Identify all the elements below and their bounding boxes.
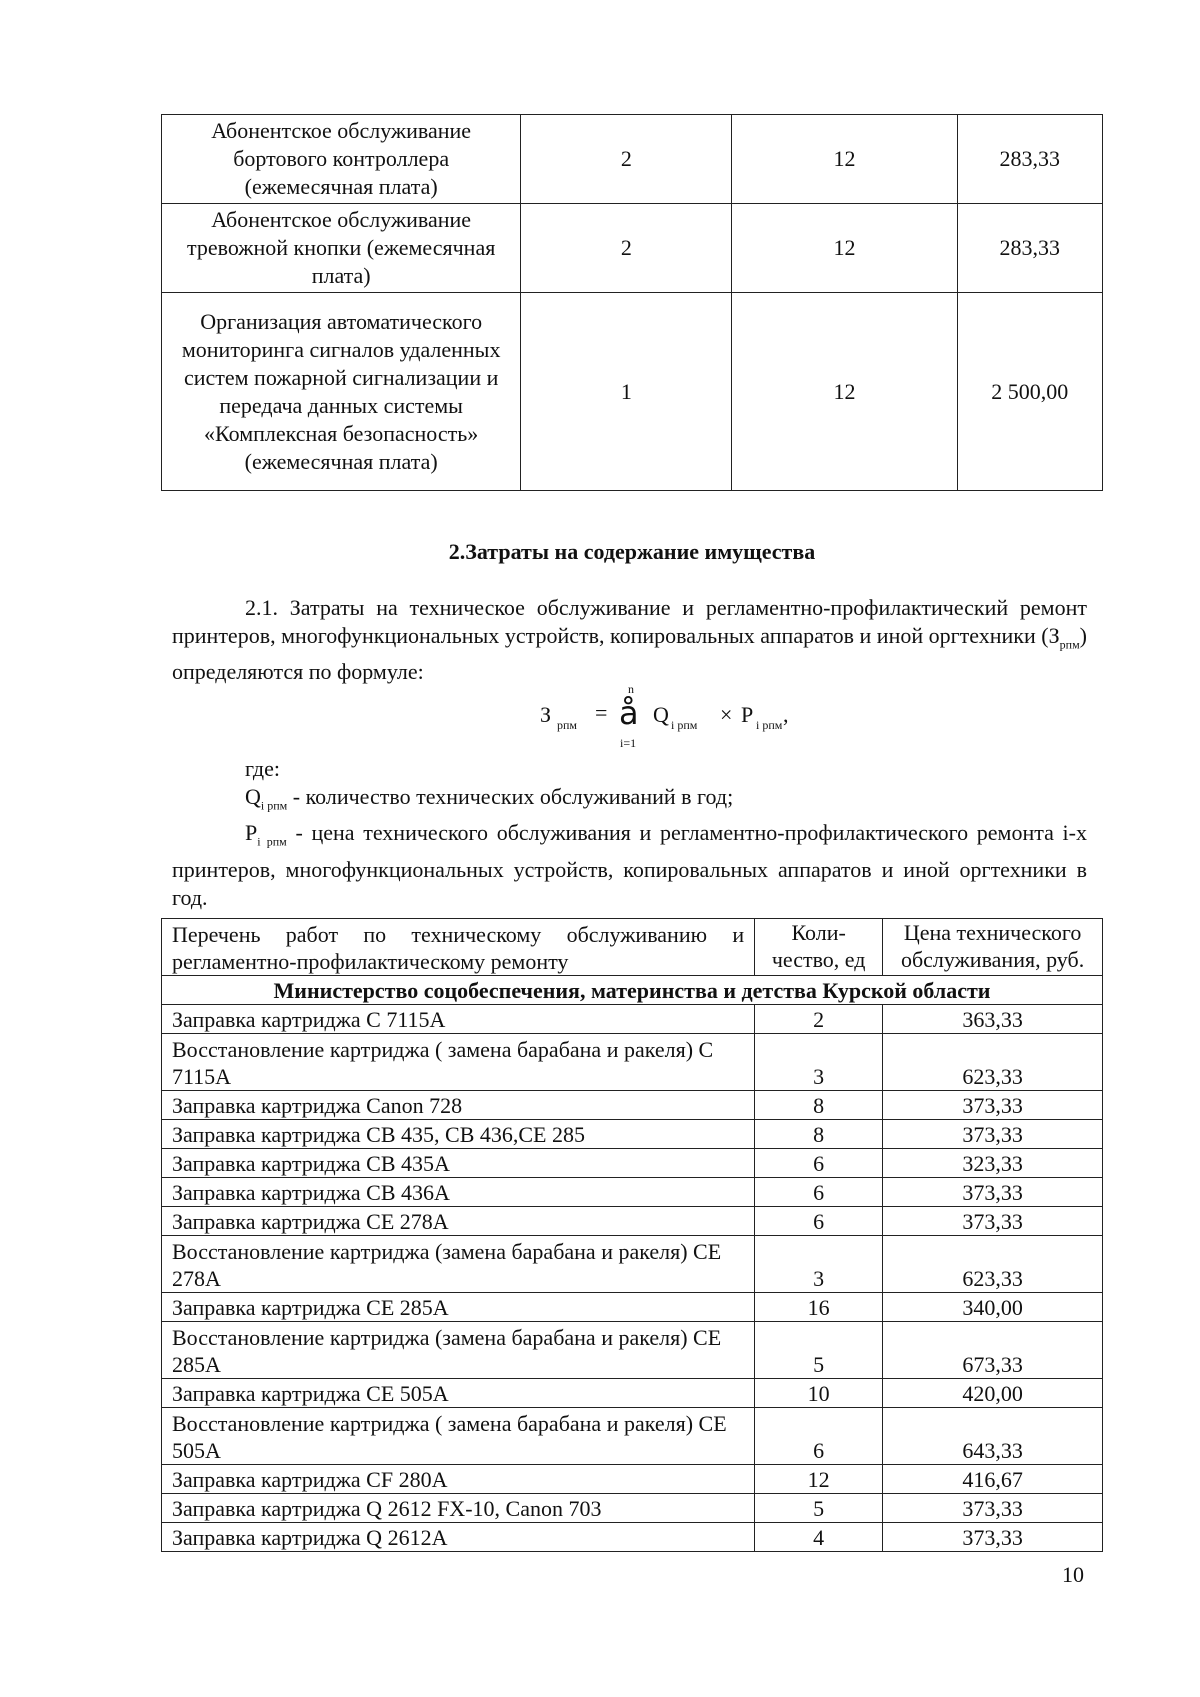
def-p-subscript: i рпм xyxy=(257,834,287,849)
work-price: 363,33 xyxy=(883,1005,1103,1034)
work-qty: 5 xyxy=(755,1322,883,1379)
service-months: 12 xyxy=(732,204,957,293)
formula-times: × xyxy=(720,702,733,727)
table-row xyxy=(162,115,1103,204)
table-row xyxy=(162,1379,1103,1408)
work-name: Восстановление картриджа ( замена барабана и ракеля) С 7115А xyxy=(162,1034,755,1091)
formula-p-subscript: i рпм xyxy=(756,718,783,732)
work-name: Восстановление картриджа (замена барабана и ракеля) СЕ 278А xyxy=(162,1236,755,1293)
formula-upper-limit: n xyxy=(628,682,634,696)
header-quantity-line2: чество, ед xyxy=(771,947,866,972)
work-price: 673,33 xyxy=(883,1322,1103,1379)
intro-paragraph xyxy=(172,594,1087,686)
work-name: Заправка картриджа С 7115А xyxy=(162,1005,755,1034)
header-price xyxy=(883,919,1103,976)
work-qty: 8 xyxy=(755,1091,883,1120)
work-qty: 6 xyxy=(755,1207,883,1236)
table-row xyxy=(162,1005,1103,1034)
def-p-symbol: P xyxy=(245,820,258,846)
definitions xyxy=(172,755,1087,911)
work-price: 623,33 xyxy=(883,1034,1103,1091)
header-price-line1: Цена технического xyxy=(903,920,1082,945)
table-row xyxy=(162,1149,1103,1178)
formula-lhs-subscript: рпм xyxy=(557,718,578,732)
work-price: 340,00 xyxy=(883,1293,1103,1322)
work-qty: 3 xyxy=(755,1236,883,1293)
work-qty: 16 xyxy=(755,1293,883,1322)
work-qty: 4 xyxy=(755,1523,883,1552)
work-name: Заправка картриджа СВ 435А xyxy=(162,1149,755,1178)
def-q-symbol: Q xyxy=(245,783,261,809)
work-name: Восстановление картриджа (замена барабана и ракеля) СЕ 285А xyxy=(162,1322,755,1379)
table-row xyxy=(162,1408,1103,1465)
formula-lower-limit: i=1 xyxy=(620,736,637,750)
formula-sum-symbol: å xyxy=(619,694,639,732)
work-name: Восстановление картриджа ( замена барабана и ракеля) СЕ 505А xyxy=(162,1408,755,1465)
work-price: 416,67 xyxy=(883,1465,1103,1494)
service-months: 12 xyxy=(732,115,957,204)
work-name: Заправка картриджа СЕ 278А xyxy=(162,1207,755,1236)
table-row xyxy=(162,1293,1103,1322)
work-qty: 12 xyxy=(755,1465,883,1494)
header-price-line2: обслуживания, руб. xyxy=(900,947,1085,972)
def-p-text: - цена технического обслуживания и регламентно-профилактического ремонта i-х принтеров, многофункциональных устройств, копировальных аппаратов и иной оргтехники в год. xyxy=(172,820,1087,910)
service-name: Абонентское обслуживание тревожной кнопки (ежемесячная плата) xyxy=(162,204,521,293)
header-works-list: Перечень работ по техническому обслуживанию и регламентно-профилактическому ремонту xyxy=(162,919,755,976)
where-label: где: xyxy=(245,756,280,781)
service-name: Организация автоматического мониторинга сигналов удаленных систем пожарной сигнализации и передача данных системы «Комплексная безопасность» (ежемесячная плата) xyxy=(162,293,521,491)
service-qty: 1 xyxy=(521,293,732,491)
formula-q-subscript: i рпм xyxy=(671,718,698,732)
formula-comma: , xyxy=(783,702,789,727)
work-name: Заправка картриджа СЕ 285А xyxy=(162,1293,755,1322)
table-row xyxy=(162,1120,1103,1149)
maintenance-table xyxy=(161,918,1103,1552)
work-qty: 10 xyxy=(755,1379,883,1408)
cost-formula xyxy=(540,682,800,750)
table-row xyxy=(162,1236,1103,1293)
def-q-text: - количество технических обслуживаний в год; xyxy=(287,783,734,809)
table-row xyxy=(162,1034,1103,1091)
table-row xyxy=(162,1091,1103,1120)
formula-q: Q xyxy=(653,702,669,727)
work-price: 323,33 xyxy=(883,1149,1103,1178)
table-row xyxy=(162,1322,1103,1379)
service-price: 2 500,00 xyxy=(957,293,1102,491)
intro-subscript: рпм xyxy=(1059,636,1080,651)
section-title: 2.Затраты на содержание имущества xyxy=(448,539,816,564)
header-quantity-line1: Коли- xyxy=(791,920,846,945)
group-row xyxy=(162,976,1103,1005)
table-row xyxy=(162,1523,1103,1552)
work-price: 373,33 xyxy=(883,1178,1103,1207)
work-price: 420,00 xyxy=(883,1379,1103,1408)
service-price: 283,33 xyxy=(957,115,1102,204)
work-qty: 6 xyxy=(755,1149,883,1178)
intro-text: 2.1. Затраты на техническое обслуживание и регламентно-профилактический ремонт принтеров, многофункциональных устройств, копировальных аппаратов и иной оргтехники (З xyxy=(172,595,1087,648)
work-qty: 3 xyxy=(755,1034,883,1091)
service-name: Абонентское обслуживание бортового контроллера (ежемесячная плата) xyxy=(162,115,521,204)
intro-text-end: ) определяются по формуле: xyxy=(172,622,1087,685)
table-header-row xyxy=(162,919,1103,976)
work-name: Заправка картриджа СВ 436А xyxy=(162,1178,755,1207)
table-row xyxy=(162,1494,1103,1523)
work-price: 373,33 xyxy=(883,1494,1103,1523)
page-number: 10 xyxy=(1062,1562,1084,1587)
table-row xyxy=(162,1465,1103,1494)
work-qty: 6 xyxy=(755,1408,883,1465)
service-months: 12 xyxy=(732,293,957,491)
def-q-subscript: i рпм xyxy=(260,797,288,812)
work-name: Заправка картриджа CF 280A xyxy=(162,1465,755,1494)
work-name: Заправка картриджа Canon 728 xyxy=(162,1091,755,1120)
work-price: 373,33 xyxy=(883,1120,1103,1149)
formula-p: P xyxy=(741,702,754,727)
service-price: 283,33 xyxy=(957,204,1102,293)
group-title: Министерство соцобеспечения, материнства и детства Курской области xyxy=(162,976,1103,1005)
work-name: Заправка картриджа СЕ 505А xyxy=(162,1379,755,1408)
work-price: 373,33 xyxy=(883,1523,1103,1552)
header-quantity xyxy=(755,919,883,976)
work-qty: 8 xyxy=(755,1120,883,1149)
table-row xyxy=(162,1207,1103,1236)
formula-equals: = xyxy=(595,700,608,725)
work-price: 643,33 xyxy=(883,1408,1103,1465)
table-row xyxy=(162,204,1103,293)
work-name: Заправка картриджа Q 2612 FX-10, Canon 703 xyxy=(162,1494,755,1523)
work-price: 623,33 xyxy=(883,1236,1103,1293)
work-qty: 2 xyxy=(755,1005,883,1034)
table-row xyxy=(162,293,1103,491)
work-price: 373,33 xyxy=(883,1207,1103,1236)
work-price: 373,33 xyxy=(883,1091,1103,1120)
table-row xyxy=(162,1178,1103,1207)
service-qty: 2 xyxy=(521,115,732,204)
services-table xyxy=(161,114,1103,491)
formula-lhs: З xyxy=(540,702,552,727)
work-qty: 5 xyxy=(755,1494,883,1523)
work-name: Заправка картриджа СВ 435, СВ 436,СЕ 285 xyxy=(162,1120,755,1149)
work-qty: 6 xyxy=(755,1178,883,1207)
service-qty: 2 xyxy=(521,204,732,293)
work-name: Заправка картриджа Q 2612А xyxy=(162,1523,755,1552)
